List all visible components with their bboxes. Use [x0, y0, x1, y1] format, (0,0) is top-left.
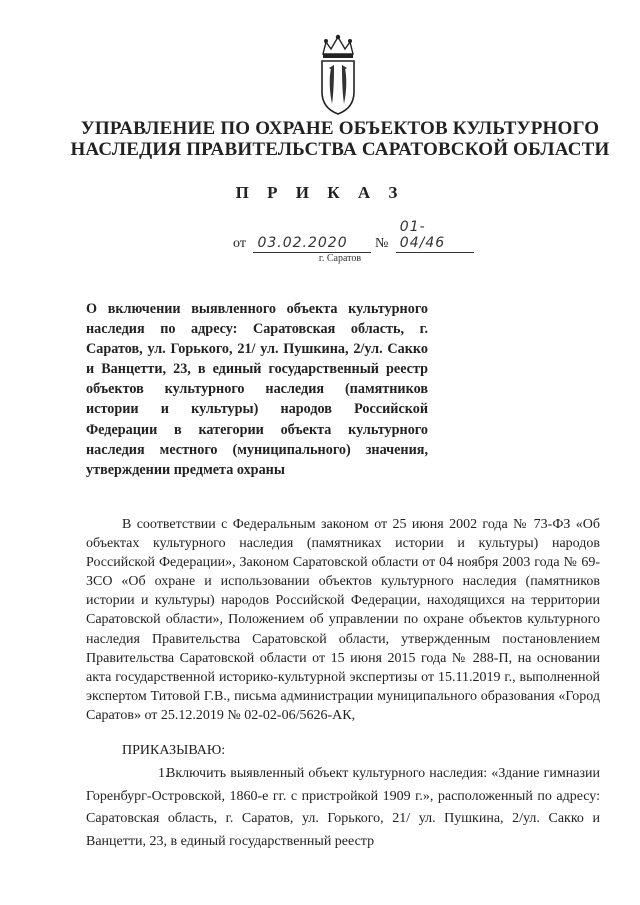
number-prefix: № — [374, 236, 389, 251]
order-subject: О включении выявленного объекта культурного наследия по адресу: Саратовская область, г. Саратов, ул. Горького, 21/ ул. Пушкина, 2/ул. Сакко и Ванцетти, 23, в единый государственный реестр объектов культурного наследия (памятников истории и культуры) народов Российской Федерации в категории объекта культурного наследия местного (муниципального) значения, утверждении предмета охраны — [86, 301, 428, 478]
organization-name-line-2: НАСЛЕДИЯ ПРАВИТЕЛЬСТВА САРАТОВСКОЙ ОБЛАСТИ — [70, 139, 610, 160]
organization-name-line-1: УПРАВЛЕНИЕ ПО ОХРАНЕ ОБЪЕКТОВ КУЛЬТУРНОГО — [80, 118, 600, 139]
preamble — [86, 515, 600, 725]
item-number: 1. — [158, 766, 169, 781]
handwritten-date: 03.02.2020 — [253, 235, 371, 253]
saratov-coat-of-arms-icon — [317, 34, 359, 116]
date-prefix: от — [233, 236, 246, 251]
city-name: г. Саратов — [318, 253, 362, 264]
document-type-title: П Р И К А З — [235, 183, 405, 202]
order-item-1 — [86, 763, 600, 853]
date-number-line — [233, 219, 474, 253]
item-text: Включить выявленный объект культурного наследия: «Здание гимназии Горенбург-Островской, 1860-е гг. с пристройкой 1909 г.», расположенный по адресу: Саратовская область, г. Саратов, ул. Горького, 21/ ул. Пушкина, 2/ул. Сакко и Ванцетти, 23, в единый государственный реестр — [86, 766, 600, 849]
handwritten-number: 01-04/46 — [396, 219, 474, 253]
order-item-paragraph — [86, 763, 600, 853]
order-word: ПРИКАЗЫВАЮ: — [122, 743, 226, 758]
preamble-paragraph: В соответствии с Федеральным законом от 25 июня 2002 года № 73-ФЗ «Об объектах культурного наследия (памятниках истории и культуры) народов Российской Федерации», Законом Саратовской области от 04 ноября 2003 года № 69-ЗСО «Об охране и использовании объектов культурного наследия (памятников истории и культуры) народов Российской Федерации, находящихся на территории Саратовской области», Положением об управлении по охране объектов культурного наследия Правительства Саратовской области, утвержденным постановлением Правительства Саратовской области от 15 июня 2015 года № 288-П, на основании акта государственной историко-культурной экспертизы от 15.11.2019 г., выполненной экспертом Титовой Г.В., письма администрации муниципального образования «Город Саратов» от 25.12.2019 № 02-02-06/5626-АК, — [86, 517, 600, 723]
